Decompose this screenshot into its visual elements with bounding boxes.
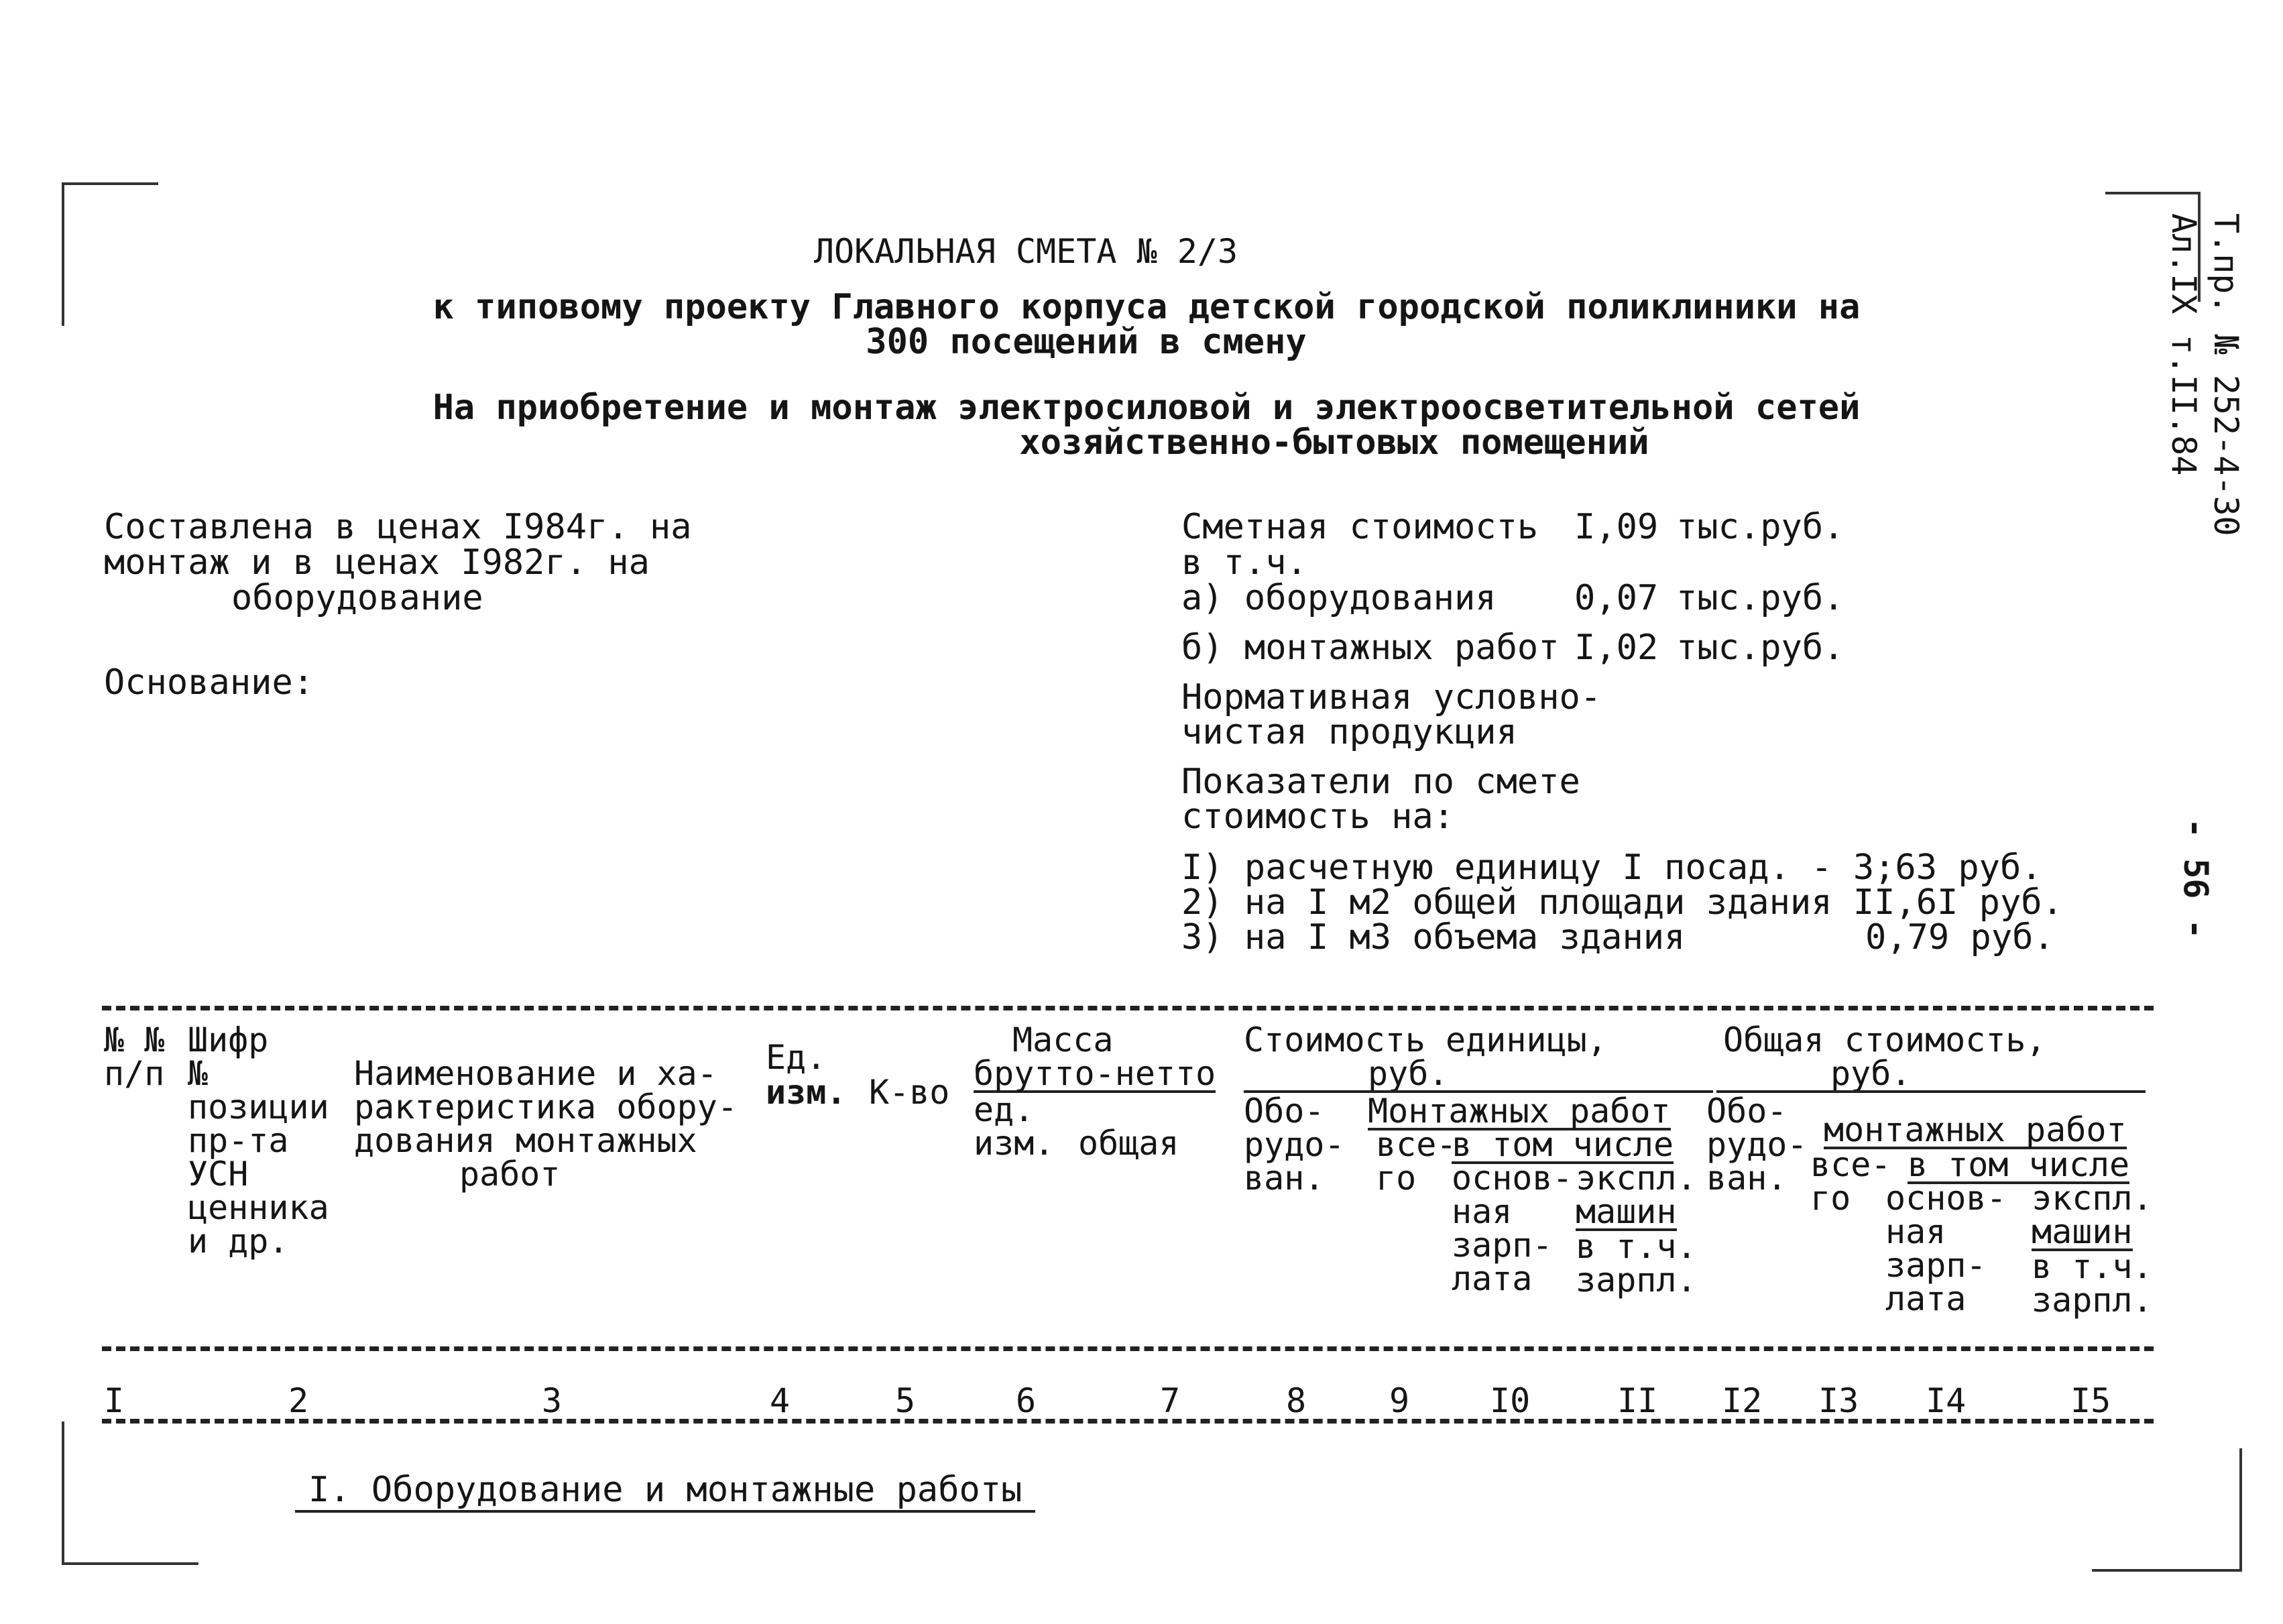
including-header-2: в том числе — [1908, 1145, 2130, 1184]
col15-header-line3: в т.ч. — [2032, 1247, 2153, 1286]
page-number: - 56 - — [2176, 818, 2215, 939]
col3-header-line2: рактеристика обору- — [354, 1088, 738, 1126]
col2-header-line1: Шифр — [188, 1021, 269, 1059]
installation-cost-label: б) монтажных работ — [1181, 628, 1560, 668]
col13-header-line2: го — [1810, 1179, 1851, 1218]
column-number: I3 — [1818, 1381, 1859, 1420]
document-title: ЛОКАЛЬНАЯ СМЕТА № 2/3 — [813, 232, 1238, 271]
indicators-line2: стоимость на: — [1181, 797, 1454, 837]
mass-header-line2: брутто-нетто — [974, 1054, 1216, 1093]
project-subtitle-line1: к типовому проекту Главного корпуса детской городской поликлиники на — [432, 287, 1861, 327]
basis-label: Основание: — [104, 662, 314, 703]
unit-cost-header-line1: Стоимость единицы, — [1244, 1021, 1607, 1059]
col9-header-line2: го — [1376, 1159, 1417, 1198]
col14-header-line1: основ- — [1885, 1179, 2007, 1218]
column-number: 7 — [1160, 1381, 1181, 1420]
indicator-volume-value: 0,79 руб. — [1865, 917, 2054, 958]
estimated-cost-unit: тыс.руб. — [1676, 507, 1845, 547]
frame-corner-bottom-right — [2092, 1448, 2242, 1572]
col11-header-line2: машин — [1576, 1192, 1677, 1231]
col11-header-line1: экспл. — [1576, 1159, 1697, 1198]
column-number: 4 — [770, 1381, 791, 1420]
total-cost-header-line1: Общая стоимость, — [1723, 1021, 2046, 1059]
col10-header-line2: ная — [1452, 1192, 1513, 1231]
col5-header: К-во — [869, 1073, 950, 1112]
col2-header-line5: УСН — [188, 1155, 249, 1194]
col6-header-line2: изм. — [974, 1124, 1055, 1163]
project-subtitle-line2: 300 посещений в смену — [866, 322, 1307, 362]
col12-header-line1: Обо- — [1706, 1092, 1788, 1130]
unit-cost-header-line2: руб. — [1368, 1054, 1449, 1093]
installation-cost-value: I,02 — [1574, 628, 1659, 668]
equipment-cost-label: а) оборудования — [1181, 578, 1497, 618]
col14-header-line4: лата — [1885, 1279, 1967, 1318]
normative-product-line1: Нормативная условно- — [1181, 677, 1602, 717]
column-number: 6 — [1016, 1381, 1037, 1420]
col11-header-line4: зарпл. — [1576, 1261, 1697, 1299]
col15-header-line1: экспл. — [2032, 1179, 2153, 1218]
purpose-line1: На приобретение и монтаж электросиловой и электроосветительной сетей — [432, 388, 1861, 428]
col11-header-line3: в т.ч. — [1576, 1227, 1697, 1266]
column-number: I2 — [1722, 1381, 1763, 1420]
col8-header-line2: рудо- — [1244, 1125, 1345, 1164]
col7-header: общая — [1078, 1124, 1179, 1163]
normative-product-line2: чистая продукция — [1181, 712, 1517, 752]
col12-header-line2: рудо- — [1706, 1125, 1808, 1164]
col12-header-line3: ван. — [1706, 1159, 1788, 1198]
col10-header-line1: основ- — [1452, 1159, 1573, 1198]
installation-cost-unit: тыс.руб. — [1676, 628, 1845, 668]
estimated-cost-label: Сметная стоимость — [1181, 507, 1539, 547]
composed-prices-line2: монтаж и в ценах I982г. на — [104, 542, 650, 583]
column-number: 2 — [288, 1381, 309, 1420]
col1-header-line2: п/п — [104, 1054, 165, 1093]
column-number: 9 — [1389, 1381, 1410, 1420]
col15-header-line2: машин — [2032, 1212, 2133, 1251]
col1-header-line1: № № — [104, 1021, 165, 1059]
col6-header-line1: ед. — [974, 1090, 1035, 1129]
including-header: в том числе — [1452, 1125, 1674, 1164]
col13-header-line1: все- — [1810, 1145, 1891, 1184]
col2-header-line3: позиции — [188, 1088, 329, 1126]
installation-works-header-2: монтажных работ — [1824, 1110, 2127, 1149]
composed-prices-line1: Составлена в ценах I984г. на — [104, 507, 692, 547]
col8-header-line3: ван. — [1244, 1159, 1325, 1198]
col4-header-line1: Ед. — [766, 1038, 827, 1077]
estimated-cost-value: I,09 — [1574, 507, 1659, 547]
indicator-volume-label: 3) на I м3 объема здания — [1181, 917, 1686, 958]
table-header-bottom-rule — [102, 1346, 2154, 1351]
col3-header-line1: Наименование и ха- — [354, 1054, 717, 1093]
purpose-line2: хозяйственно-бытовых помещений — [1019, 422, 1649, 463]
column-number: I0 — [1490, 1381, 1531, 1420]
composed-prices-line3: оборудование — [231, 578, 483, 618]
col8-header-line1: Обо- — [1244, 1092, 1325, 1130]
col9-header-line1: все- — [1376, 1125, 1457, 1164]
col3-header-line4: работ — [459, 1155, 561, 1194]
column-number: 3 — [542, 1381, 563, 1420]
equipment-cost-value: 0,07 — [1574, 578, 1659, 618]
column-number: 5 — [895, 1381, 916, 1420]
col2-header-line4: пр-та — [188, 1121, 289, 1160]
table-top-rule — [102, 1006, 2154, 1010]
col15-header-line4: зарпл. — [2032, 1281, 2153, 1320]
project-stamp-line1: Т.пр. № 252-4-30 — [2207, 213, 2245, 536]
col10-header-line3: зарп- — [1452, 1226, 1553, 1265]
indicator-area-cost: 2) на I м2 общей площади здания II,6I руб. — [1181, 882, 2063, 923]
col14-header-line2: ная — [1885, 1212, 1946, 1251]
column-number: I4 — [1926, 1381, 1967, 1420]
col4-header-line2: изм. — [766, 1073, 847, 1112]
section-title: I. Оборудование и монтажные работы — [295, 1472, 1035, 1513]
column-number: I — [104, 1381, 125, 1420]
col2-header-line6: ценника — [188, 1188, 329, 1227]
indicator-unit-cost: I) расчетную единицу I посад. - 3;63 руб. — [1181, 848, 2042, 888]
col2-header-line7: и др. — [188, 1222, 289, 1261]
col2-header-line2: № — [188, 1054, 209, 1093]
col3-header-line3: дования монтажных — [354, 1121, 697, 1160]
installation-works-header: Монтажных работ — [1368, 1092, 1671, 1130]
including-label: в т.ч. — [1181, 542, 1307, 583]
column-number: 8 — [1286, 1381, 1307, 1420]
frame-corner-bottom-left — [62, 1422, 198, 1565]
project-stamp-line2: Ал.IХ т.II.84 — [2164, 213, 2203, 476]
col14-header-line3: зарп- — [1885, 1246, 1987, 1285]
total-cost-header-line2: руб. — [1830, 1054, 1912, 1093]
mass-header-line1: Масса — [1012, 1021, 1114, 1059]
indicators-line1: Показатели по смете — [1181, 762, 1580, 802]
column-number: II — [1617, 1381, 1658, 1420]
col10-header-line4: лата — [1452, 1259, 1533, 1298]
column-number: I5 — [2070, 1381, 2111, 1420]
equipment-cost-unit: тыс.руб. — [1676, 578, 1845, 618]
frame-corner-top-left — [62, 182, 158, 326]
